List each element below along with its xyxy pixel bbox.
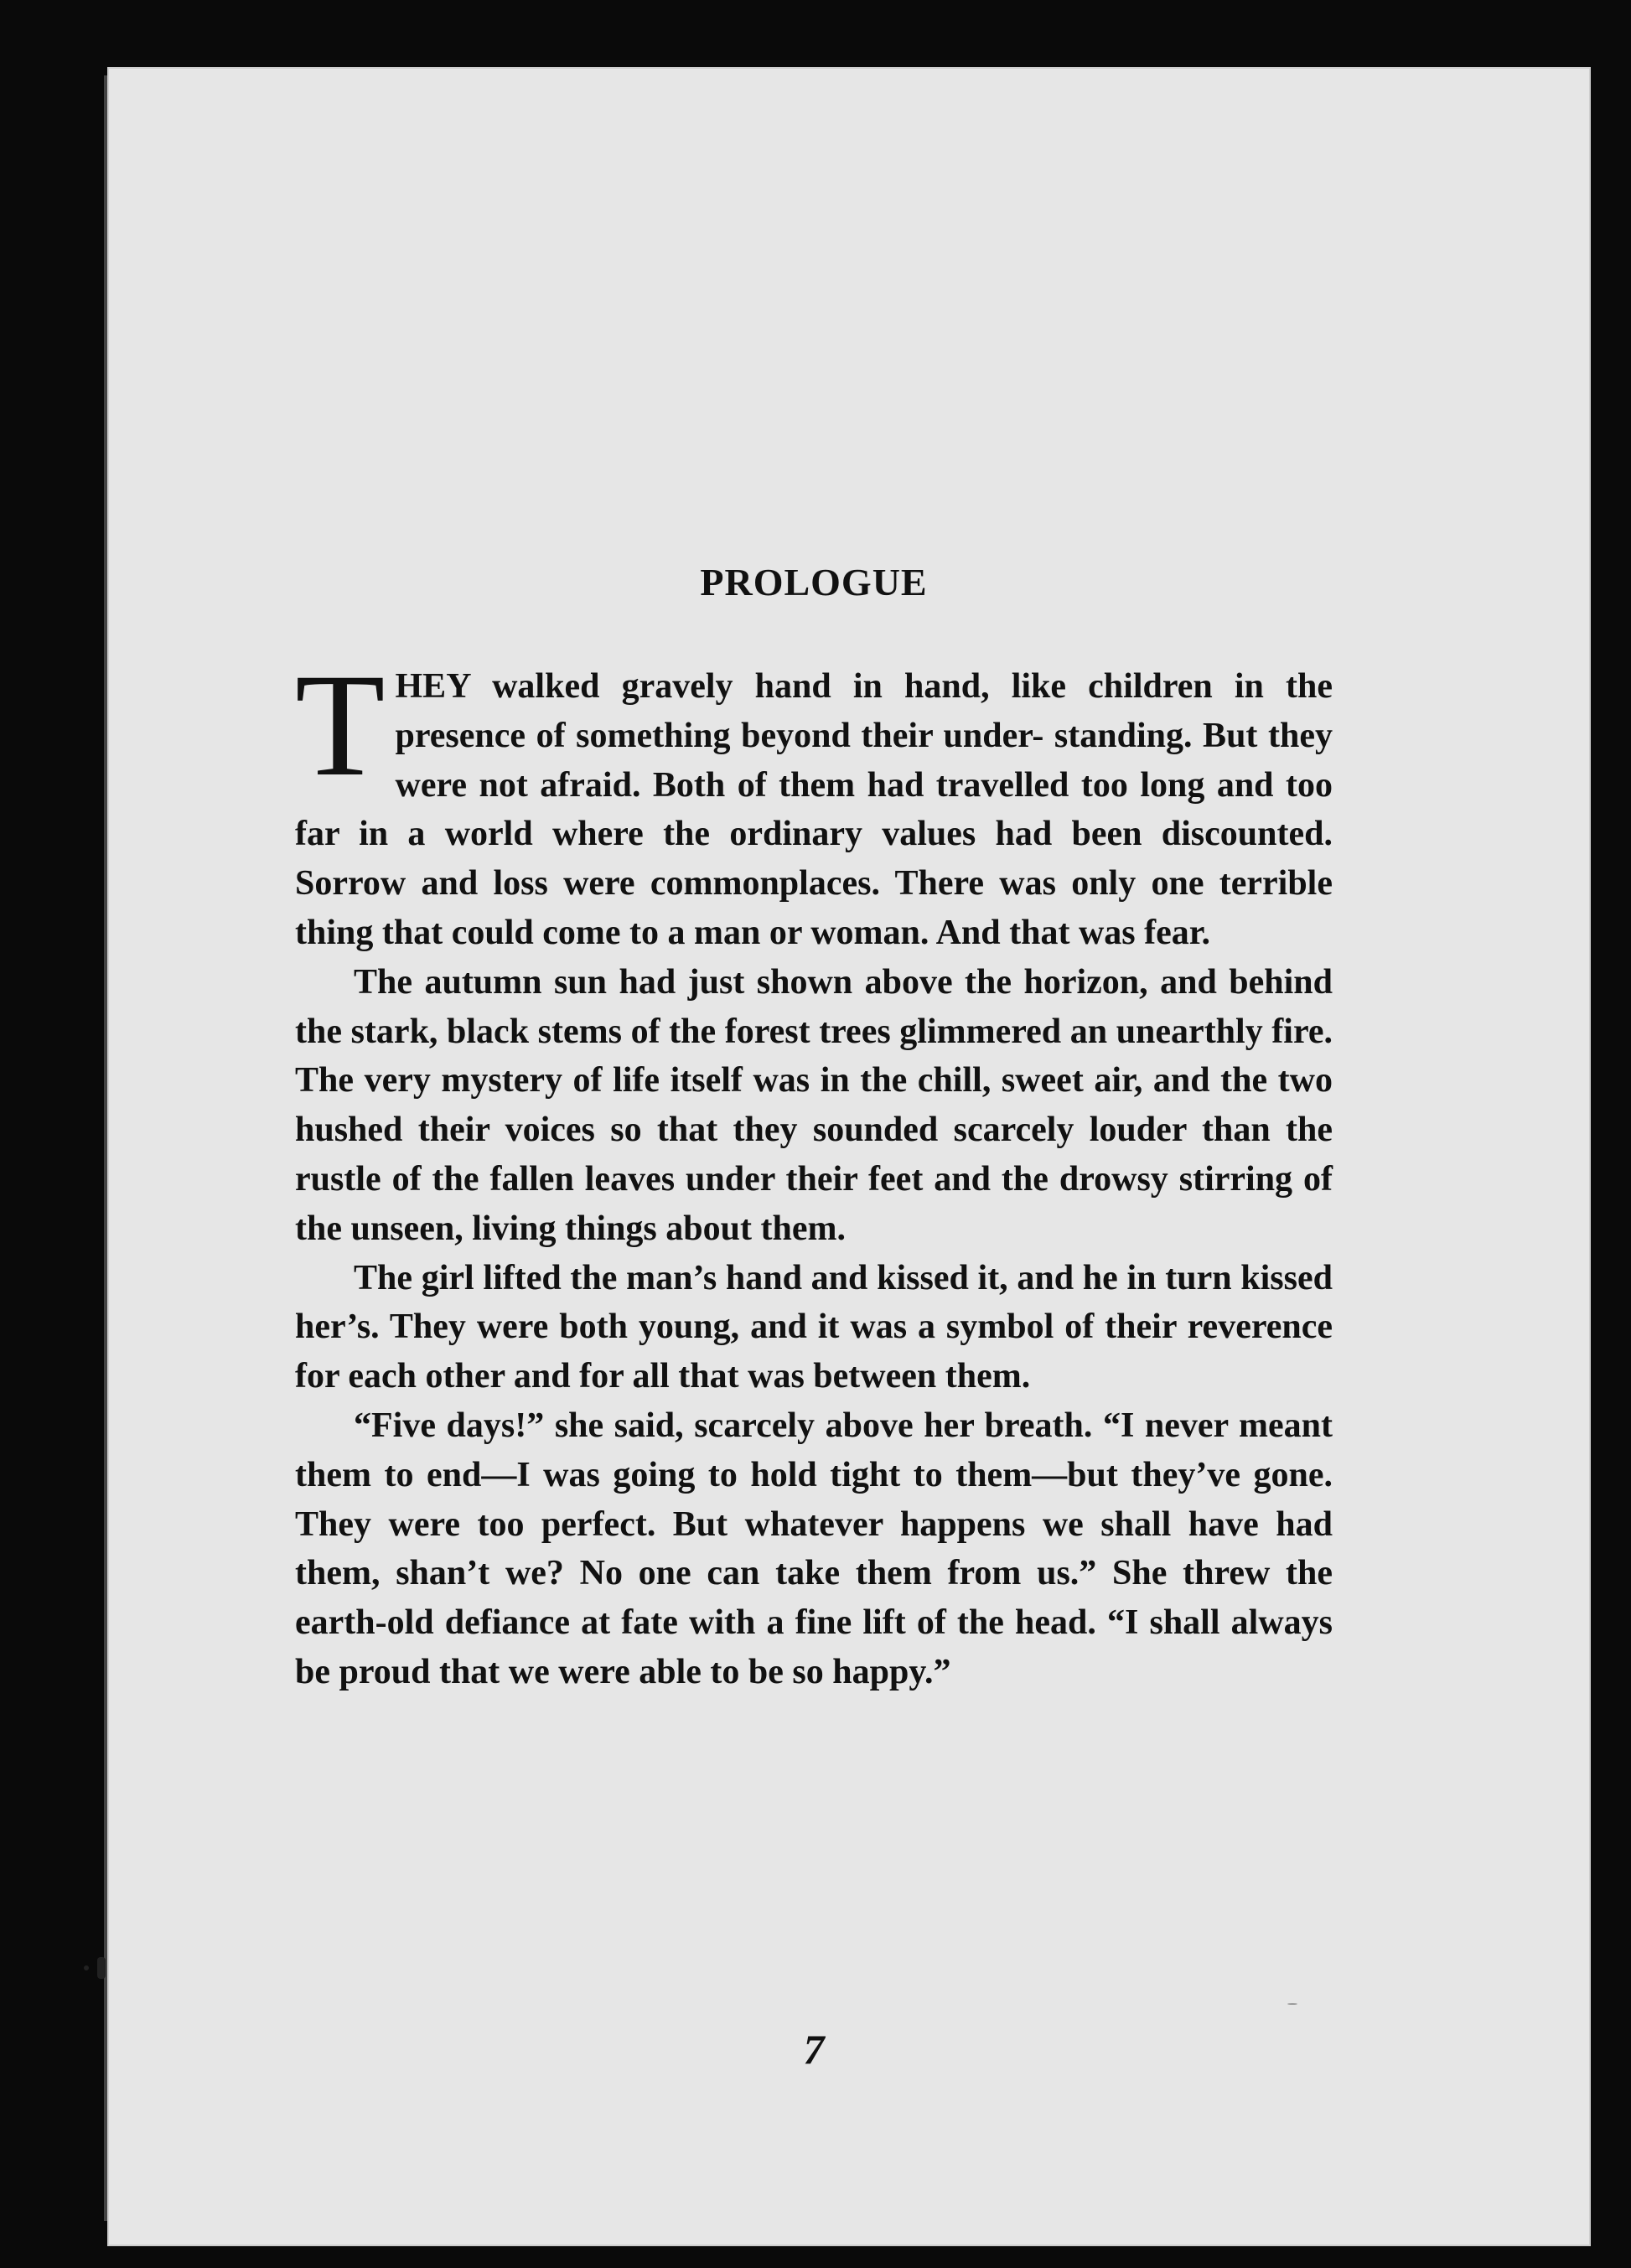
paragraph-1	[295, 644, 1333, 958]
paragraph-3: The girl lifted the man’s hand and kissed it, and he in turn kissed her’s. They were both young, and it was a symbol of their reverence for each other and for all that was between them.	[295, 1258, 1333, 1396]
scan-speck	[84, 1965, 89, 1970]
page-number: 7	[803, 2026, 825, 2073]
chapter-heading: PROLOGUE	[700, 561, 928, 603]
paragraph-1-text: HEY walked gravely hand in hand, like children in the presence of something beyond their under- standing. But they were not afraid. Both of them had travelled too long and too far in a world where the ordinary values had been discounted. Sorrow and loss were commonplaces. There was only one terrible thing that could come to a man or woman. And that was fear.	[295, 667, 1333, 952]
paragraph-2: The autumn sun had just shown above the horizon, and behind the stark, black stems of the forest trees glimmered an unearthly fire. The very mystery of life itself was in the chill, sweet air, and the two hushed their voices so that they sounded scarcely louder than the rustle of the fallen leaves under their feet and the drowsy stirring of the unseen, living things about them.	[295, 962, 1333, 1248]
scan-speck	[97, 1957, 106, 1979]
paragraph-4: “Five days!” she said, scarcely above her breath. “I never meant them to end—I was going to hold tight to them—but they’ve gone. They were too perfect. But whatever happens we shall have had them, shan’t we? No one can take them from us.” She threw the earth-old defiance at fate with a fine lift of the head. “I shall always be proud that we were able to be so happy.”	[295, 1406, 1333, 1691]
chapter-body	[295, 644, 1333, 1697]
drop-cap-letter: T	[295, 644, 386, 807]
scan-speck	[1287, 2003, 1297, 2005]
